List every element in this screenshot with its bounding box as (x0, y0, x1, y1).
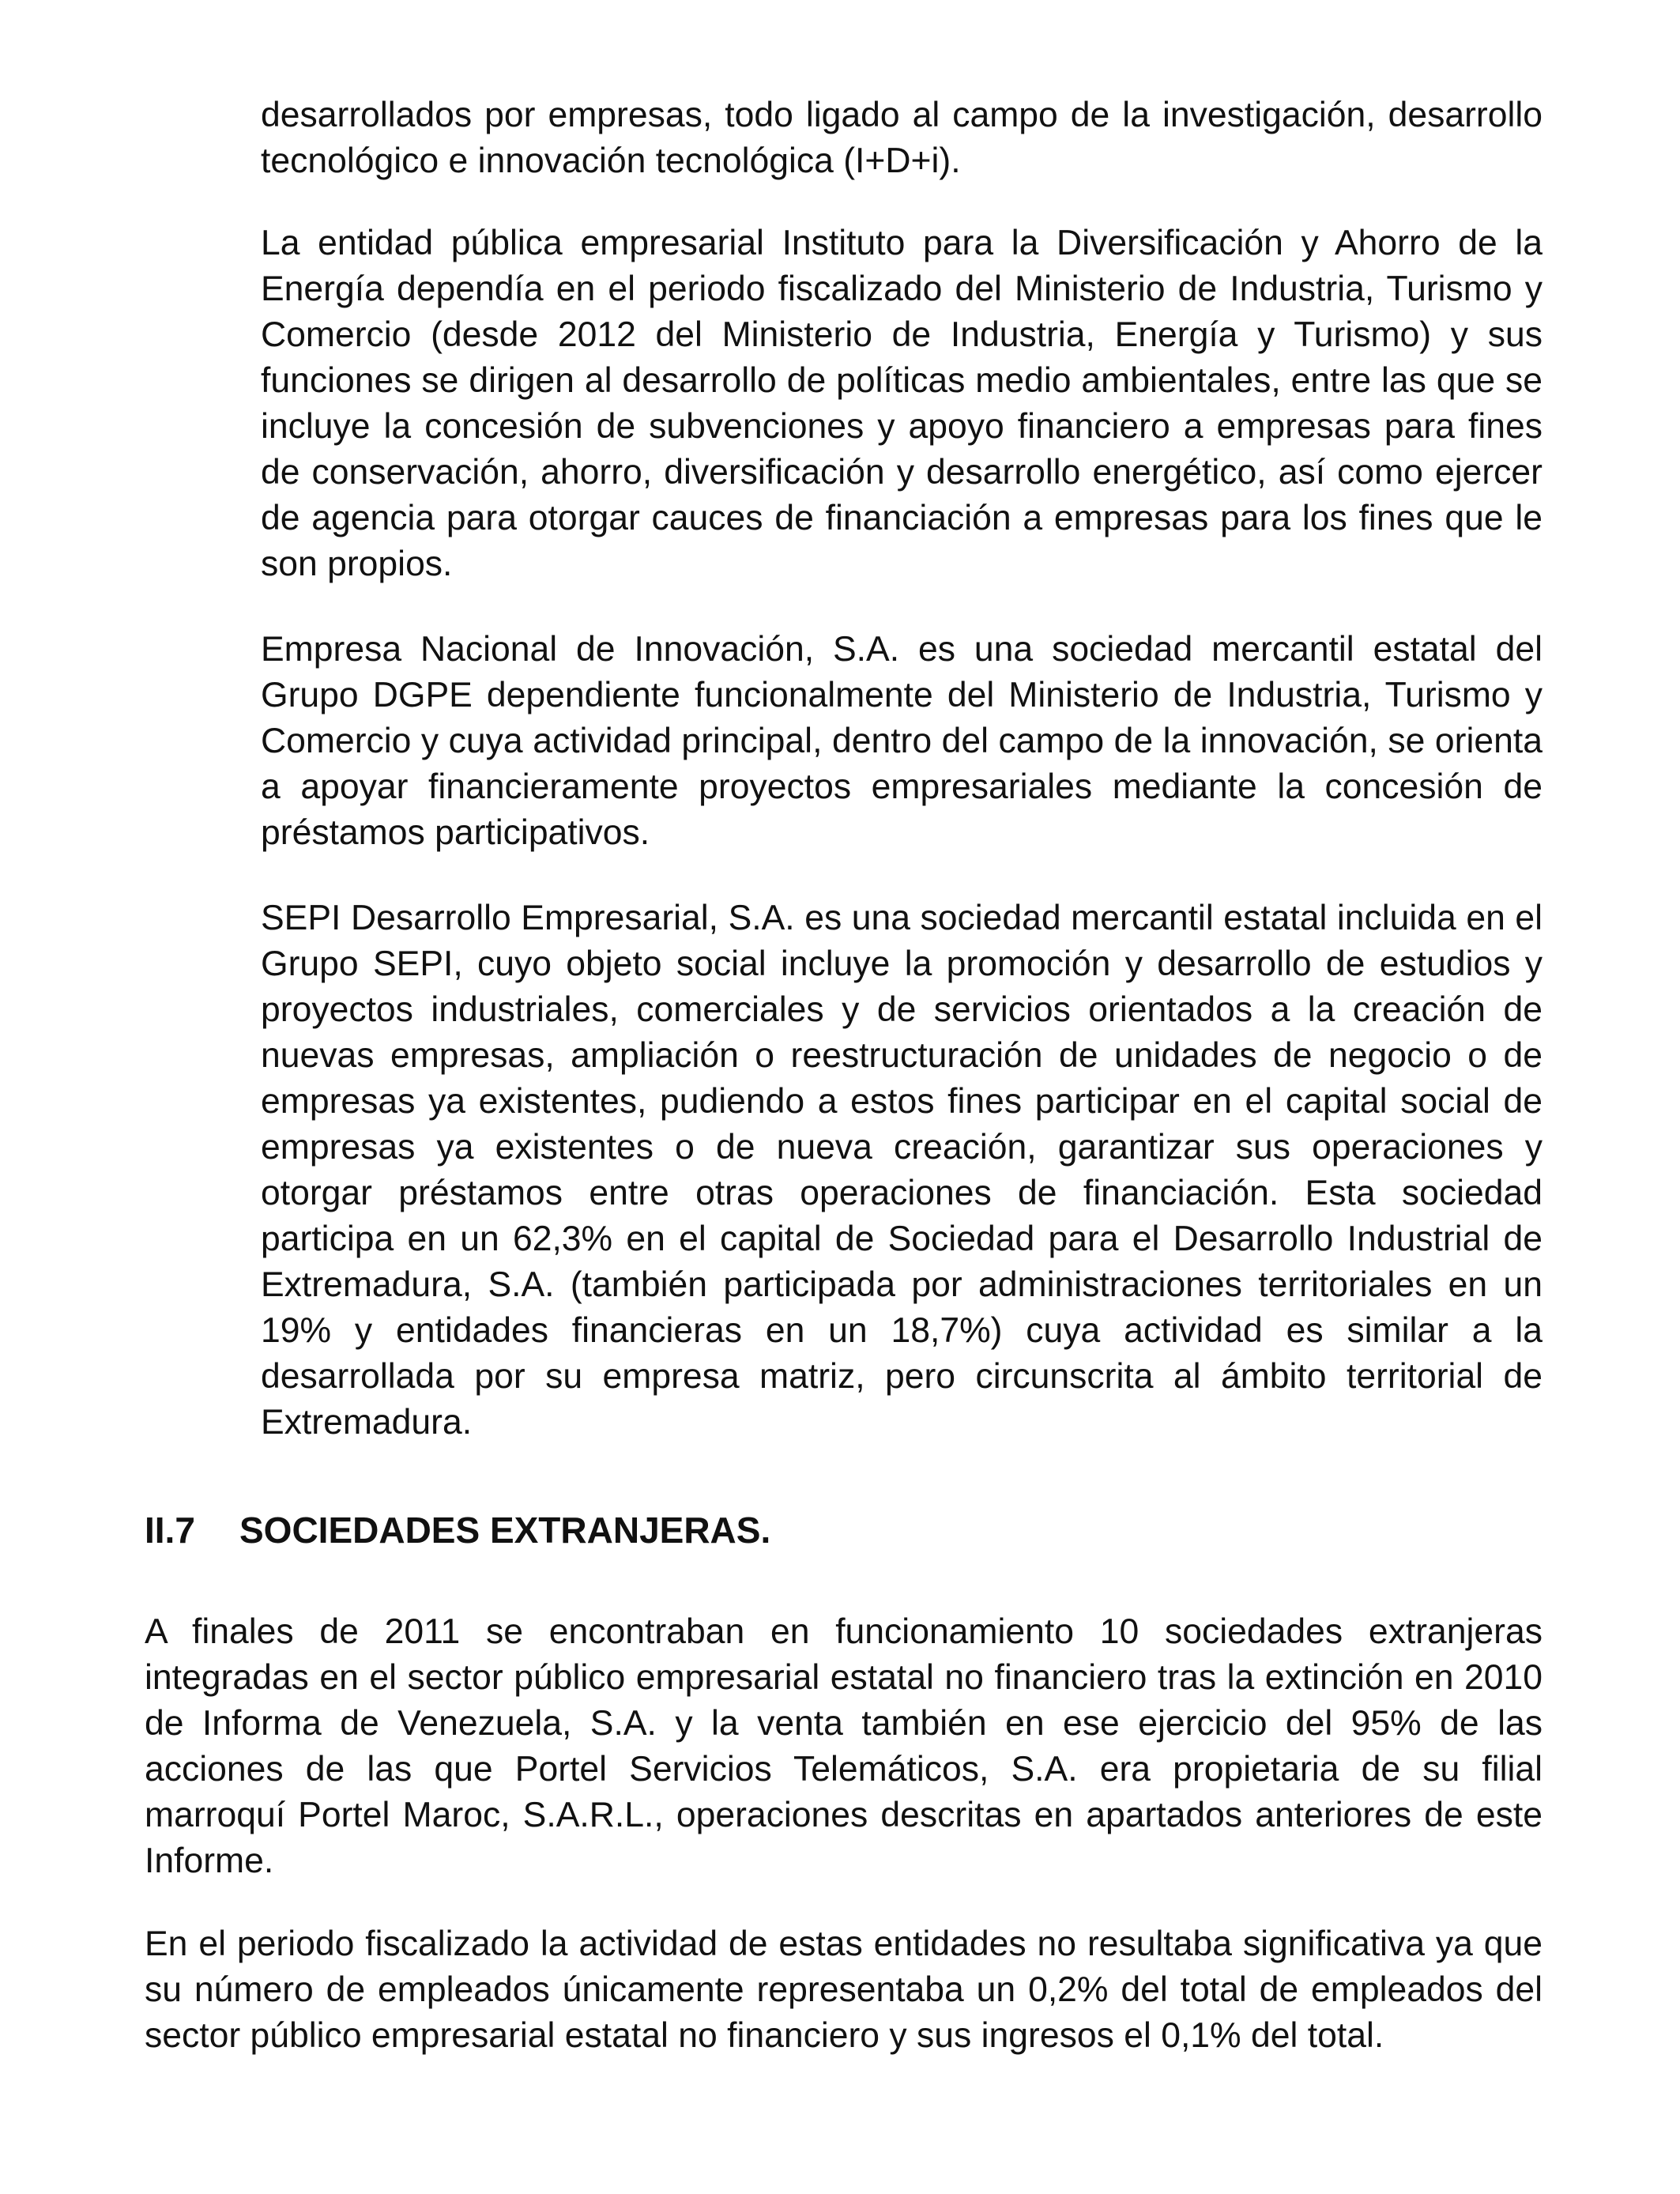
section-heading (145, 1506, 770, 1554)
section-title: SOCIEDADES EXTRANJERAS. (239, 1510, 771, 1551)
paragraph-activity-significance: En el periodo fiscalizado la actividad de estas entidades no resultaba significativa ya que su número de empleados únicamente representaba un 0,2% del total de empleados del sector público empresarial estatal no financiero y sus ingresos el 0,1% del total. (145, 1924, 1543, 2055)
paragraph-intro-continuation: desarrollados por empresas, todo ligado al campo de la investigación, desarrollo tecnológico e innovación tecnológica (I+D+i). (261, 96, 1543, 180)
paragraph-foreign-companies: A finales de 2011 se encontraban en funcionamiento 10 sociedades extranjeras integradas en el sector público empresarial estatal no financiero tras la extinción en 2010 de Informa de Venezuela, S.A. y la venta también en ese ejercicio del 95% de las acciones de las que Portel Servicios Telemáticos, S.A. era propietaria de su filial marroquí Portel Maroc, S.A.R.L., operaciones descritas en apartados anteriores de este Informe. (145, 1612, 1543, 1880)
paragraph-enisa: Empresa Nacional de Innovación, S.A. es una sociedad mercantil estatal del Grupo DGPE dependiente funcionalmente del Ministerio de Industria, Turismo y Comercio y cuya actividad principal, dentro del campo de la innovación, se orienta a apoyar financieramente proyectos empresariales mediante la concesión de préstamos participativos. (261, 630, 1543, 852)
paragraph-sepi-desarrollo: SEPI Desarrollo Empresarial, S.A. es una sociedad mercantil estatal incluida en el Grupo SEPI, cuyo objeto social incluye la promoción y desarrollo de estudios y proyectos industriales, comerciales y de servicios orientados a la creación de nuevas empresas, ampliación o reestructuración de unidades de negocio o de empresas ya existentes, pudiendo a estos fines participar en el capital social de empresas ya existentes o de nueva creación, garantizar sus operaciones y otorgar préstamos entre otras operaciones de financiación. Esta sociedad participa en un 62,3% en el capital de Sociedad para el Desarrollo Industrial de Extremadura, S.A. (también participada por administraciones territoriales en un 19% y entidades financieras en un 18,7%) cuya actividad es similar a la desarrollada por su empresa matriz, pero circunscrita al ámbito territorial de Extremadura. (261, 899, 1543, 1442)
section-number: II.7 (145, 1510, 195, 1551)
paragraph-idae: La entidad pública empresarial Instituto para la Diversificación y Ahorro de la Energía dependía en el periodo fiscalizado del Ministerio de Industria, Turismo y Comercio (desde 2012 del Ministerio de Industria, Energía y Turismo) y sus funciones se dirigen al desarrollo de políticas medio ambientales, entre las que se incluye la concesión de subvenciones y apoyo financiero a empresas para fines de conservación, ahorro, diversificación y desarrollo energético, así como ejercer de agencia para otorgar cauces de financiación a empresas para los fines que le son propios. (261, 224, 1543, 583)
